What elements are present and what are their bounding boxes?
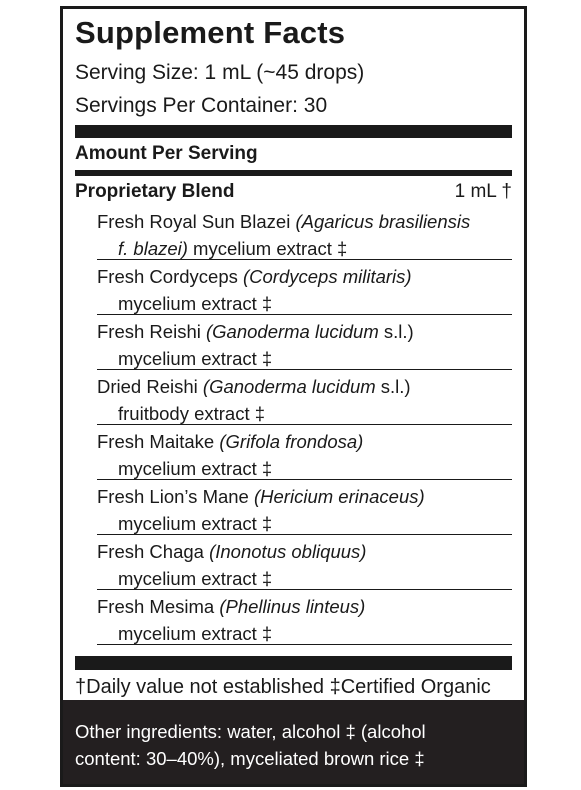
blend-name: Proprietary Blend (75, 181, 235, 202)
ingredient-name (97, 211, 470, 233)
ingredient-form (118, 293, 272, 315)
ingredient-common-name: Dried Reishi (97, 376, 203, 397)
other-ingredients-box (63, 700, 524, 784)
ingredient-extract-type: mycelium extract ‡ (118, 568, 273, 589)
ingredient-form (118, 568, 272, 590)
ingredient-latin-name: (Agaricus brasiliensis (295, 211, 471, 232)
other-ingredients-line-2: content: 30–40%), myceliated brown rice ‡ (75, 748, 425, 769)
ingredient-name (97, 486, 425, 508)
ingredient-name (97, 266, 412, 288)
ingredient-common-name: Fresh Lion’s Mane (97, 486, 254, 507)
ingredient-row (97, 205, 512, 260)
footnote: †Daily value not established ‡Certified Organic (75, 676, 491, 698)
ingredient-name (97, 541, 366, 563)
ingredient-extract-type: mycelium extract ‡ (118, 513, 273, 534)
ingredient-name (97, 596, 365, 618)
serving-size: Serving Size: 1 mL (~45 drops) (75, 61, 365, 84)
proprietary-blend-row (75, 181, 512, 203)
ingredient-form (118, 458, 272, 480)
thick-divider-top (75, 125, 512, 138)
ingredient-common-name: Fresh Cordyceps (97, 266, 243, 287)
servings-per-container: Servings Per Container: 30 (75, 94, 328, 117)
ingredient-list (75, 205, 512, 645)
ingredient-form (118, 348, 272, 370)
ingredient-latin-continuation: f. blazei) (118, 238, 188, 259)
ingredient-common-name: Fresh Mesima (97, 596, 220, 617)
ingredient-extract-type: mycelium extract ‡ (118, 348, 273, 369)
ingredient-row (97, 535, 512, 590)
other-ingredients-line-1: Other ingredients: water, alcohol ‡ (alcohol (75, 721, 426, 742)
ingredient-latin-name: (Ganoderma lucidum (202, 376, 376, 397)
ingredient-common-name: Fresh Royal Sun Blazei (97, 211, 296, 232)
ingredient-form (118, 403, 265, 425)
ingredient-form (118, 238, 347, 260)
ingredient-latin-name: (Phellinus linteus) (219, 596, 366, 617)
ingredient-common-name: Fresh Reishi (97, 321, 206, 342)
medium-divider (75, 170, 512, 176)
ingredient-latin-name: (Inonotus obliquus) (209, 541, 367, 562)
ingredient-name (97, 431, 363, 453)
ingredient-extract-type: mycelium extract ‡ (118, 293, 273, 314)
ingredient-row (97, 425, 512, 480)
ingredient-row (97, 370, 512, 425)
ingredient-latin-name: (Grifola frondosa) (219, 431, 364, 452)
panel-title: Supplement Facts (75, 15, 346, 50)
thick-divider-bottom (75, 656, 512, 670)
ingredient-row (97, 590, 512, 645)
ingredient-name-suffix: s.l.) (378, 321, 414, 342)
supplement-facts-panel (60, 6, 527, 787)
ingredient-latin-name: (Ganoderma lucidum (205, 321, 379, 342)
ingredient-row (97, 480, 512, 535)
ingredient-extract-type: mycelium extract ‡ (187, 238, 348, 259)
ingredient-row (97, 315, 512, 370)
blend-amount: 1 mL † (454, 181, 512, 202)
ingredient-form (118, 623, 272, 645)
ingredient-row (97, 260, 512, 315)
ingredient-extract-type: fruitbody extract ‡ (118, 403, 266, 424)
ingredient-latin-name: (Hericium erinaceus) (254, 486, 425, 507)
ingredient-common-name: Fresh Chaga (97, 541, 210, 562)
amount-per-serving-heading: Amount Per Serving (75, 143, 258, 164)
ingredient-name (97, 376, 411, 398)
ingredient-extract-type: mycelium extract ‡ (118, 458, 273, 479)
ingredient-name-suffix: s.l.) (375, 376, 411, 397)
ingredient-extract-type: mycelium extract ‡ (118, 623, 273, 644)
ingredient-form (118, 513, 272, 535)
ingredient-latin-name: (Cordyceps militaris) (243, 266, 412, 287)
ingredient-name (97, 321, 414, 343)
ingredient-common-name: Fresh Maitake (97, 431, 220, 452)
